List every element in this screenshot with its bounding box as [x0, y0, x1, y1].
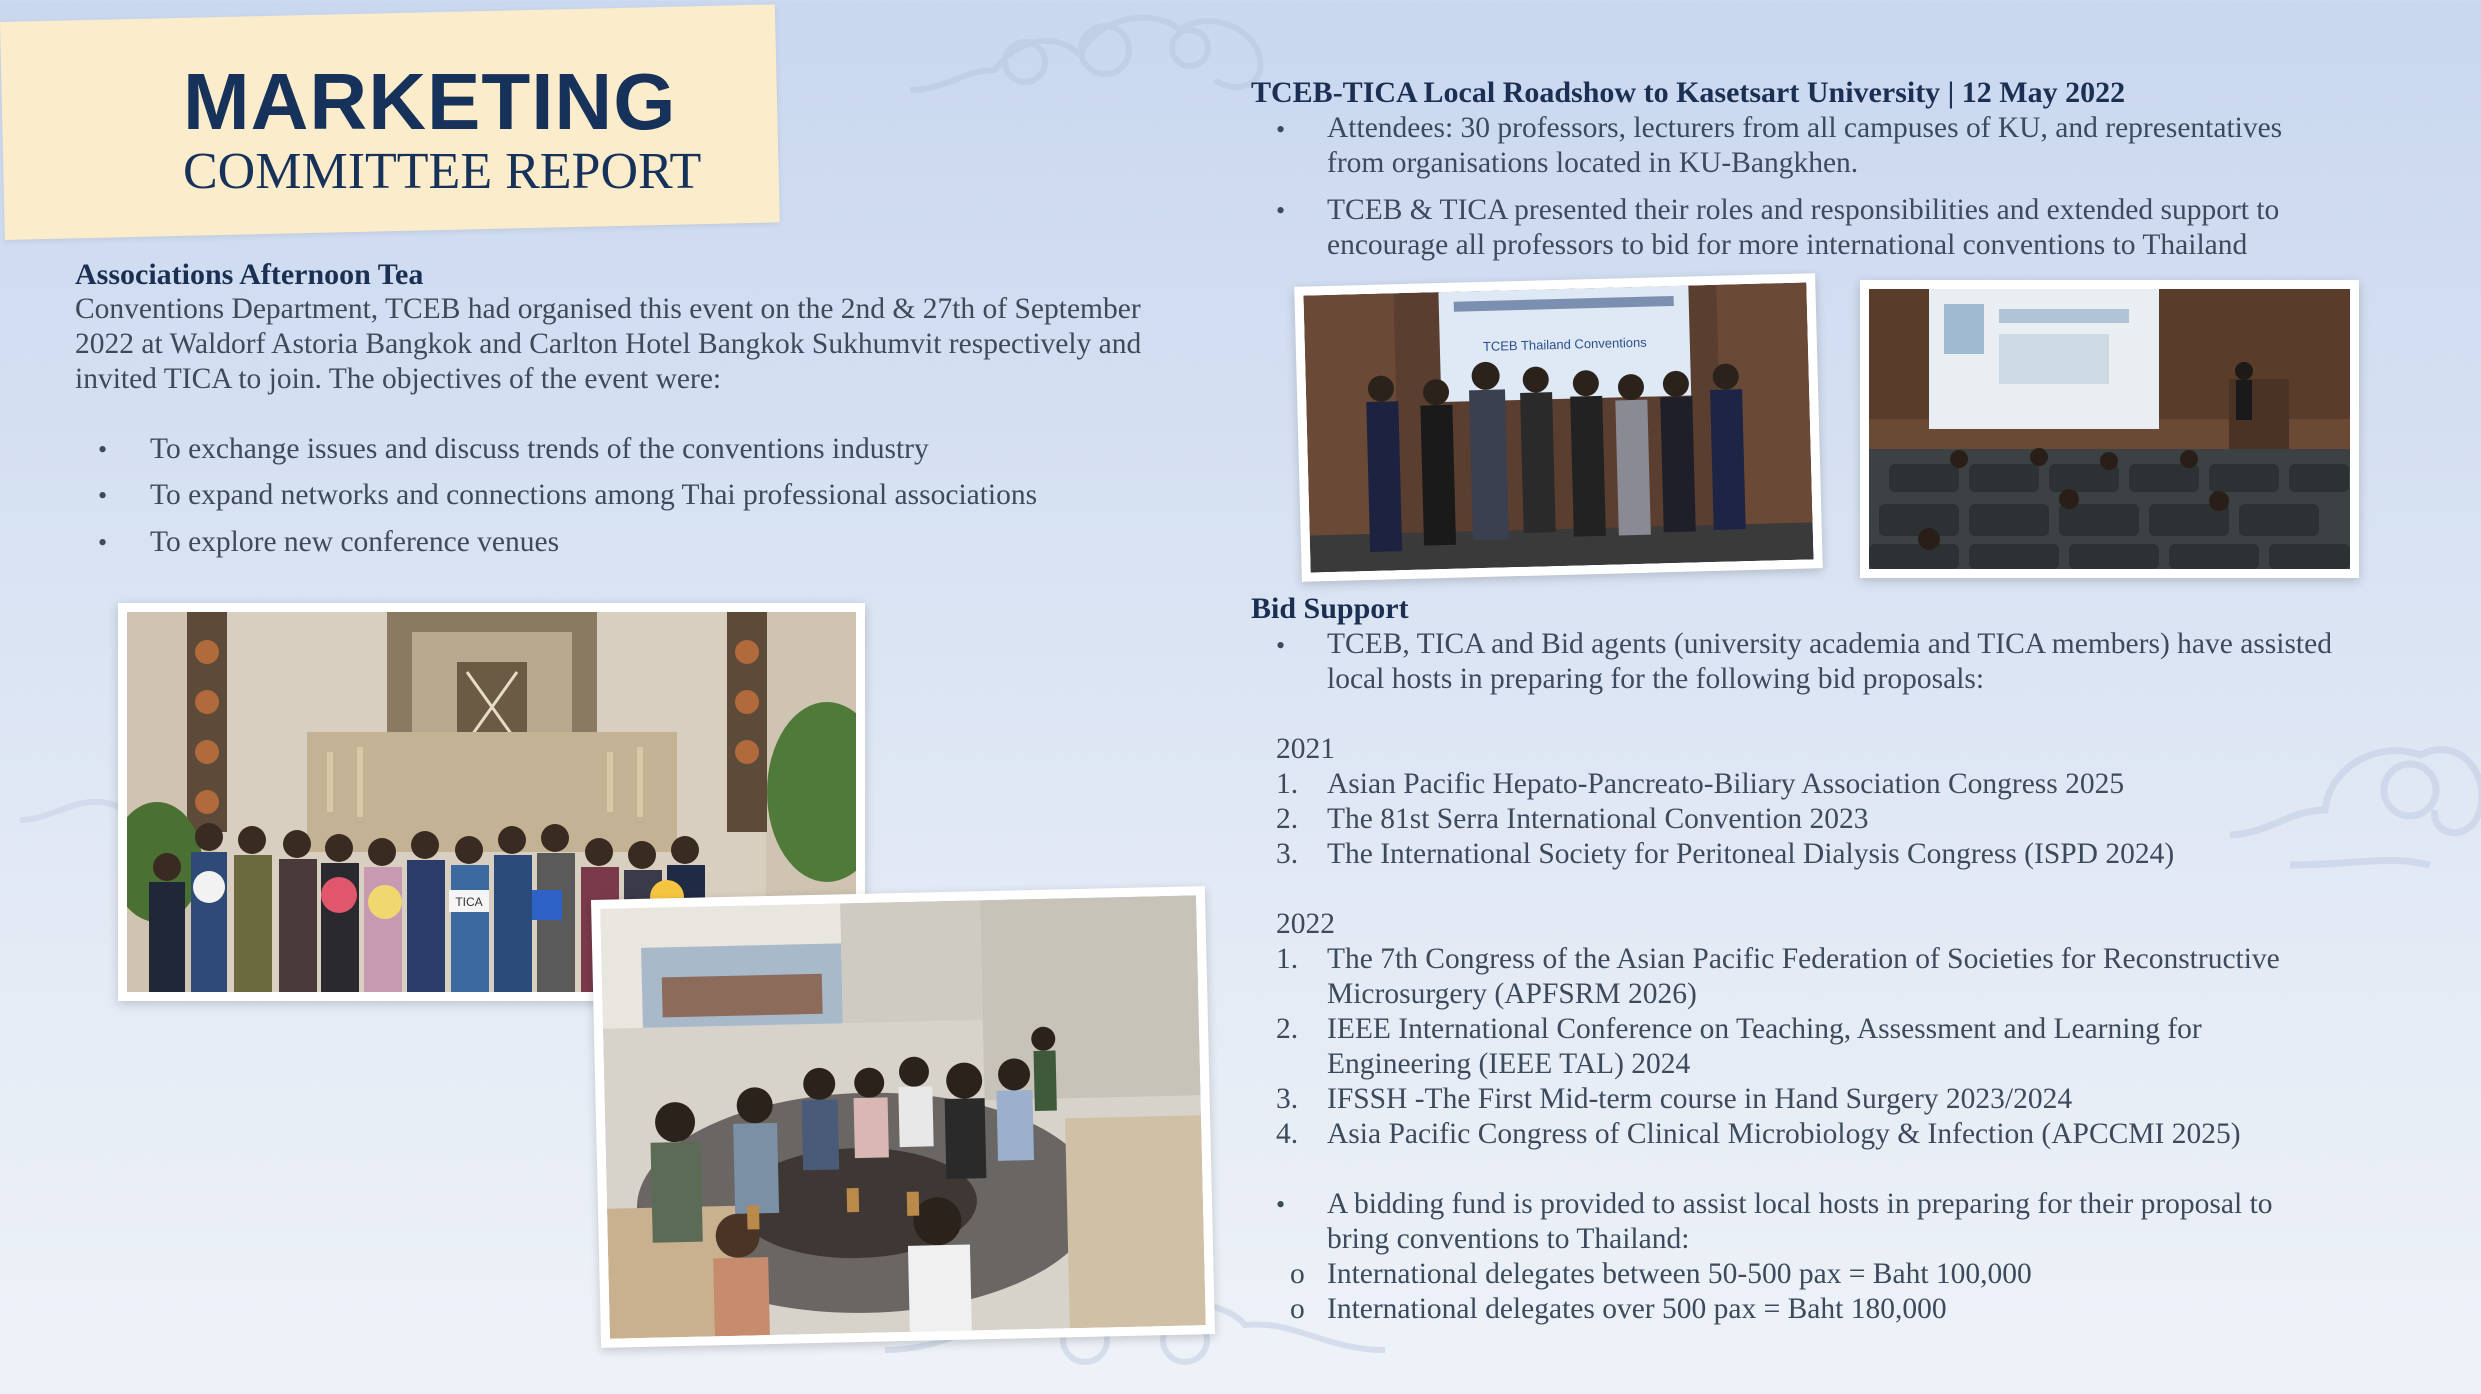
bid-support-heading: Bid Support: [1251, 592, 1409, 625]
list-number: 2.: [1276, 803, 1299, 835]
bullet-dot: •: [98, 528, 108, 557]
year-2022-label: 2022: [1276, 908, 1335, 940]
list-number: 3.: [1276, 838, 1299, 870]
afternoon-tea-intro-line: invited TICA to join. The objectives of the event were:: [75, 363, 722, 395]
bidding-fund-line: A bidding fund is provided to assist local hosts in preparing for their proposal to: [1327, 1188, 2273, 1220]
year-2021-label: 2021: [1276, 733, 1335, 765]
bid-2022-item: IFSSH -The First Mid-term course in Hand Surgery 2023/2024: [1327, 1083, 2073, 1115]
objective-item: To explore new conference venues: [150, 526, 560, 558]
bullet-dot: •: [1276, 196, 1286, 225]
tica-sign-text: TICA: [455, 895, 483, 909]
objective-item: To expand networks and connections among Thai professional associations: [150, 479, 1038, 511]
sub-bullet-marker: o: [1290, 1293, 1305, 1325]
afternoon-tea-table-photo: [591, 886, 1215, 1348]
bullet-dot: •: [98, 435, 108, 464]
bid-2022-item: IEEE International Conference on Teaching, Assessment and Learning for: [1327, 1013, 2202, 1045]
list-number: 4.: [1276, 1118, 1299, 1150]
bid-2022-item-cont: Engineering (IEEE TAL) 2024: [1327, 1048, 1691, 1080]
bullet-dot: •: [98, 481, 108, 510]
bullet-dot: •: [1276, 115, 1286, 144]
bid-2021-item: The 81st Serra International Convention 2023: [1327, 803, 1869, 835]
bid-support-intro-line: TCEB, TICA and Bid agents (university academia and TICA members) have assisted: [1327, 628, 2332, 660]
roadshow-bullet-line: TCEB & TICA presented their roles and responsibilities and extended support to: [1327, 194, 2280, 226]
bullet-dot: •: [1276, 631, 1286, 660]
roadshow-group-photo: [1294, 273, 1823, 582]
afternoon-tea-intro-line: 2022 at Waldorf Astoria Bangkok and Carlton Hotel Bangkok Sukhumvit respectively and: [75, 328, 1142, 360]
afternoon-tea-intro-line: Conventions Department, TCEB had organised this event on the 2nd & 27th of September: [75, 293, 1141, 325]
list-number: 1.: [1276, 768, 1299, 800]
cloud-decoration-top: [905, 0, 1275, 110]
afternoon-tea-heading: Associations Afternoon Tea: [75, 258, 424, 291]
roadshow-bullet-line: encourage all professors to bid for more international conventions to Thailand: [1327, 229, 2248, 261]
list-number: 3.: [1276, 1083, 1299, 1115]
page-title: MARKETING: [183, 57, 677, 146]
roadshow-bullet-line: from organisations located in KU-Bangkhen.: [1327, 147, 1859, 179]
sub-bullet-marker: o: [1290, 1258, 1305, 1290]
fund-item: International delegates over 500 pax = Baht 180,000: [1327, 1293, 1947, 1325]
list-number: 2.: [1276, 1013, 1299, 1045]
roadshow-bullet-line: Attendees: 30 professors, lecturers from all campuses of KU, and representatives: [1327, 112, 2283, 144]
roadshow-heading: TCEB-TICA Local Roadshow to Kasetsart University | 12 May 2022: [1251, 76, 2126, 109]
bid-2022-item: Asia Pacific Congress of Clinical Microbiology & Infection (APCCMI 2025): [1327, 1118, 2241, 1150]
list-number: 1.: [1276, 943, 1299, 975]
objective-item: To exchange issues and discuss trends of the conventions industry: [150, 433, 929, 465]
bid-2021-item: Asian Pacific Hepato-Pancreato-Biliary Association Congress 2025: [1327, 768, 2125, 800]
bid-support-intro-line: local hosts in preparing for the following bid proposals:: [1327, 663, 1985, 695]
bid-2021-item: The International Society for Peritoneal Dialysis Congress (ISPD 2024): [1327, 838, 2175, 870]
cloud-decoration-right: [2230, 715, 2481, 885]
screen-banner-text: TCEB Thailand Conventions: [1482, 334, 1647, 354]
bid-2022-item: The 7th Congress of the Asian Pacific Federation of Societies for Reconstructive: [1327, 943, 2280, 975]
fund-item: International delegates between 50-500 pax = Baht 100,000: [1327, 1258, 2032, 1290]
roadshow-lecture-photo: [1860, 280, 2359, 578]
bullet-dot: •: [1276, 1190, 1286, 1219]
page-subtitle: COMMITTEE REPORT: [183, 143, 702, 200]
bidding-fund-line: bring conventions to Thailand:: [1327, 1223, 1690, 1255]
bid-2022-item-cont: Microsurgery (APFSRM 2026): [1327, 978, 1697, 1010]
